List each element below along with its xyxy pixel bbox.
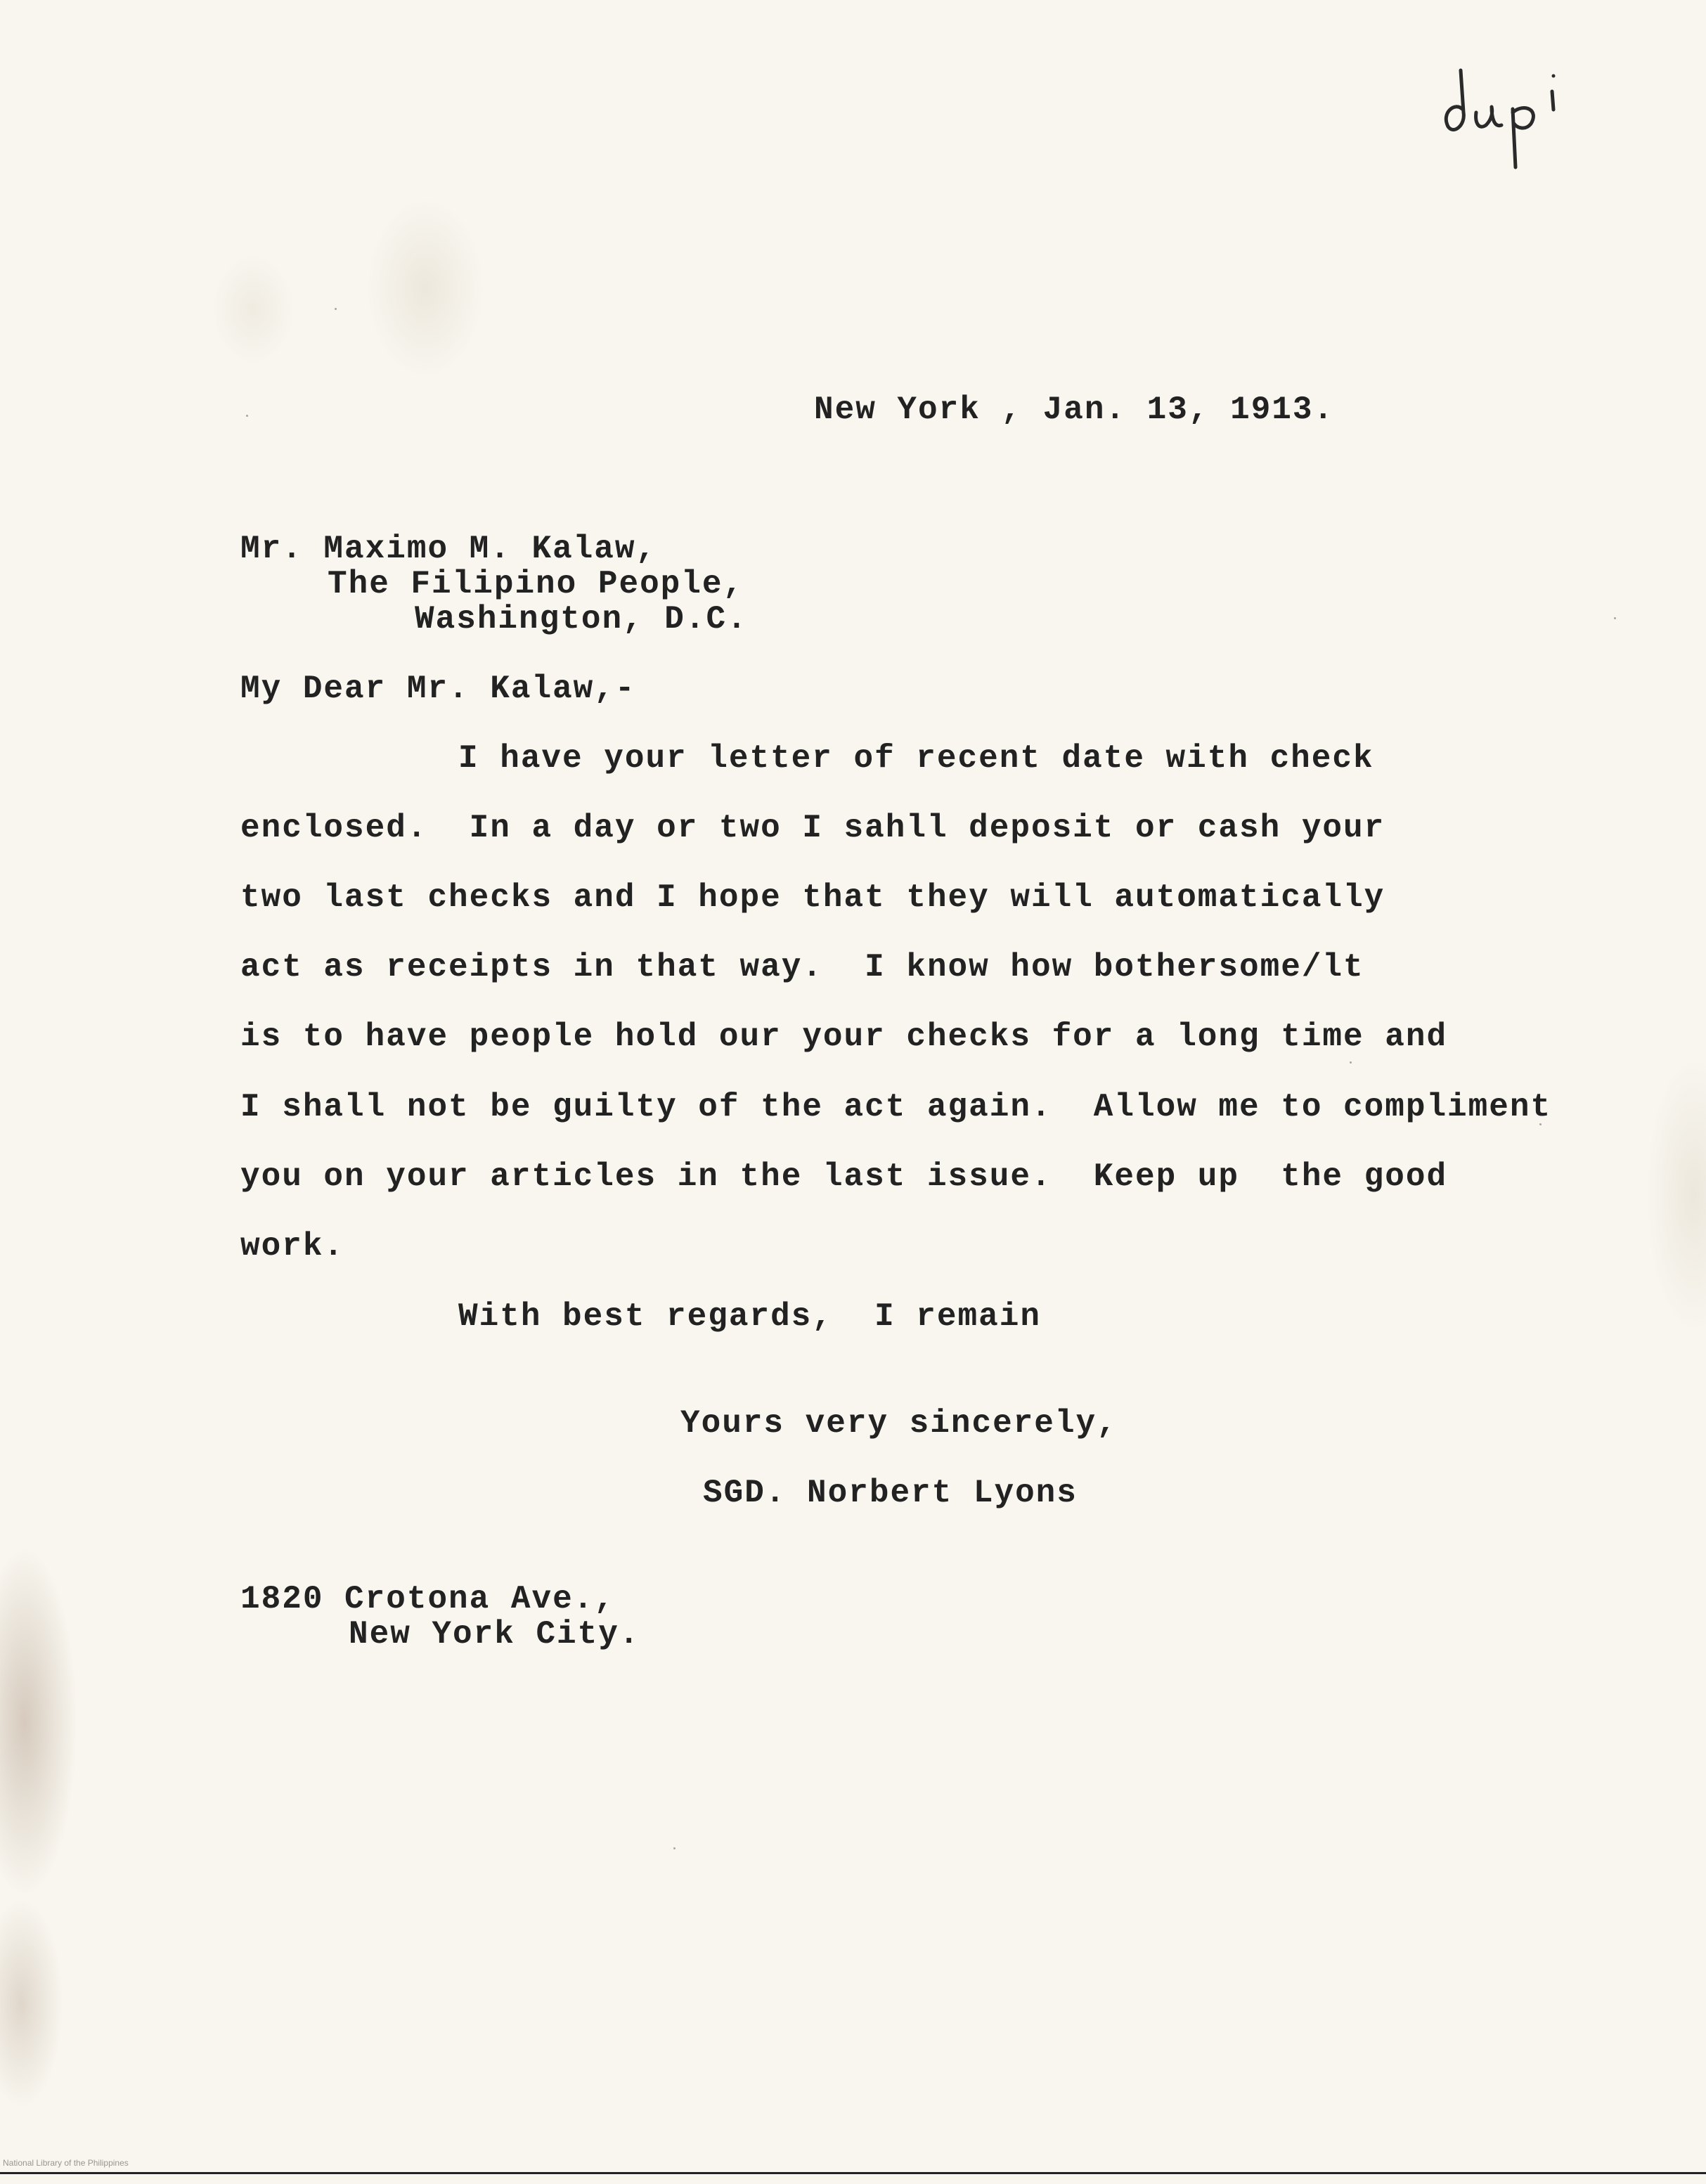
body-line: I shall not be guilty of the act again. Allow me to compliment bbox=[240, 1089, 1552, 1125]
return-address-street: 1820 Crotona Ave., bbox=[240, 1581, 615, 1617]
paper-speck bbox=[246, 415, 248, 417]
footer-credit: National Library of the Philippines bbox=[3, 2158, 129, 2168]
signature: SGD. Norbert Lyons bbox=[703, 1475, 1078, 1511]
salutation: My Dear Mr. Kalaw,- bbox=[240, 671, 636, 707]
body-line: you on your articles in the last issue. Keep up the good bbox=[240, 1158, 1448, 1195]
paper-speck bbox=[335, 308, 337, 310]
paper-stain bbox=[0, 1546, 77, 1898]
recipient-organization: The Filipino People, bbox=[328, 566, 744, 602]
paper-stain bbox=[1645, 1054, 1706, 1336]
body-line: I have your letter of recent date with check bbox=[458, 740, 1374, 777]
return-address-city: New York City. bbox=[349, 1616, 640, 1653]
paper-speck bbox=[673, 1847, 676, 1849]
paper-stain bbox=[366, 197, 485, 380]
body-line: enclosed. In a day or two I sahll deposit or cash your bbox=[240, 810, 1385, 846]
complimentary-close: Yours very sincerely, bbox=[680, 1405, 1118, 1442]
paper-speck bbox=[1350, 1061, 1352, 1064]
dateline: New York , Jan. 13, 1913. bbox=[814, 392, 1335, 428]
paper-stain bbox=[211, 253, 295, 366]
body-line: two last checks and I hope that they will automatically bbox=[240, 879, 1385, 916]
body-line: work. bbox=[240, 1228, 345, 1265]
body-line: is to have people hold our your checks for a long time and bbox=[240, 1019, 1448, 1055]
recipient-city: Washington, D.C. bbox=[415, 601, 748, 638]
page-bottom-rule bbox=[0, 2172, 1706, 2174]
recipient-name: Mr. Maximo M. Kalaw, bbox=[240, 531, 657, 567]
paper-speck bbox=[1614, 617, 1616, 619]
body-line: act as receipts in that way. I know how bothersome/lt bbox=[240, 949, 1364, 986]
regards-line: With best regards, I remain bbox=[458, 1298, 1041, 1335]
paper-stain bbox=[0, 1898, 63, 2109]
handwritten-annotation bbox=[1434, 42, 1603, 176]
